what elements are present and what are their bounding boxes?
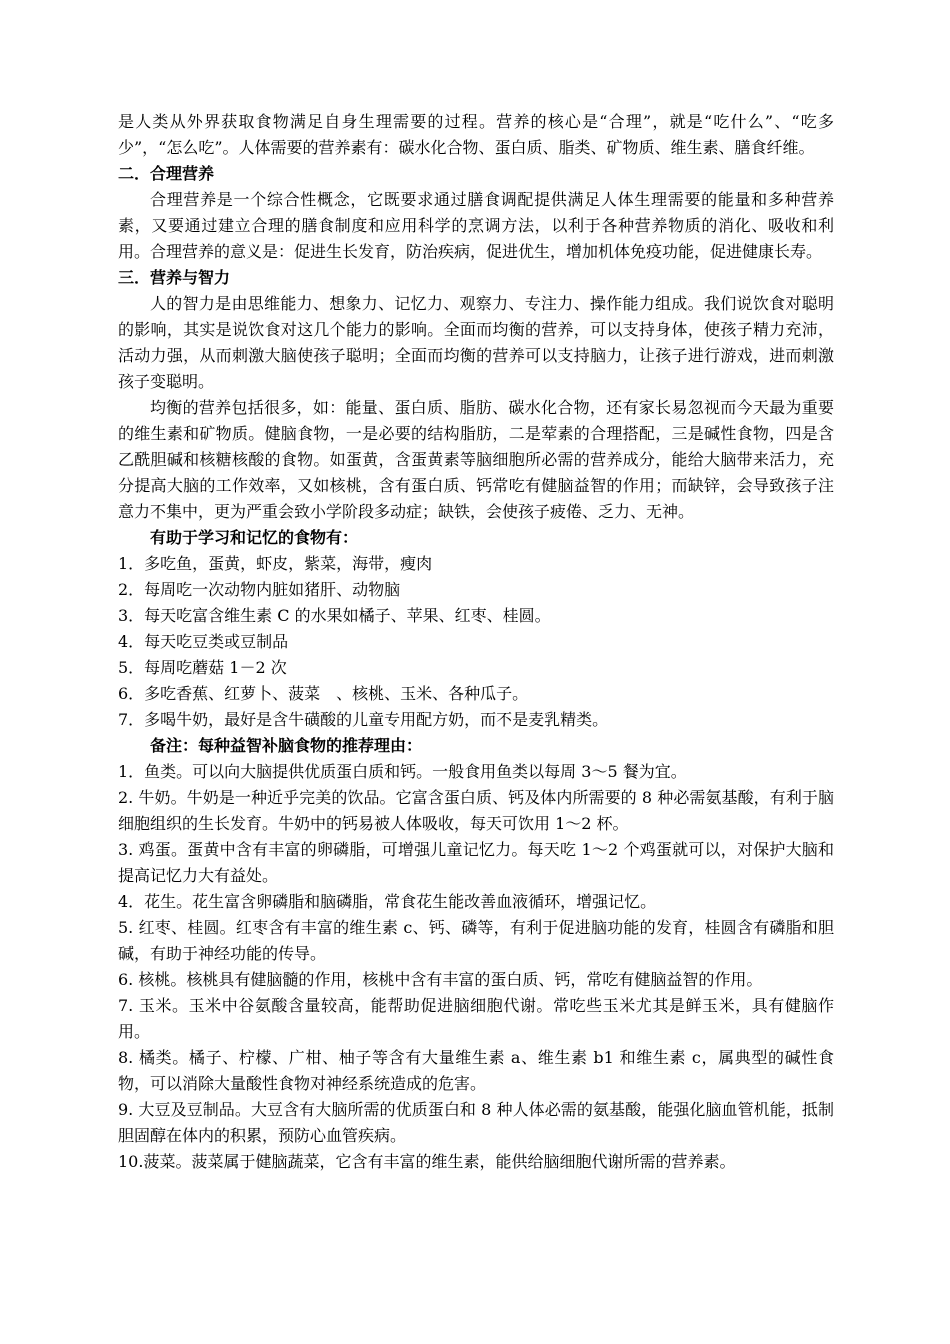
list-item: 4．花生。花生富含卵磷脂和脑磷脂，常食花生能改善血液循环，增强记忆。	[118, 892, 657, 911]
list-item: 3. 鸡蛋。蛋黄中含有丰富的卵磷脂，可增强儿童记忆力。每天吃 1～2 个鸡蛋就可以，对保护大脑和提高记忆力大有益处。	[118, 840, 834, 885]
list-item: 7．多喝牛奶，最好是含牛磺酸的儿童专用配方奶，而不是麦乳精类。	[118, 710, 609, 729]
list-item: 10.菠菜。菠菜属于健脑蔬菜，它含有丰富的维生素，能供给脑细胞代谢所需的营养素。	[118, 1152, 736, 1171]
list-item: 4．每天吃豆类或豆制品	[118, 632, 289, 651]
list-item: 9. 大豆及豆制品。大豆含有大脑所需的优质蛋白和 8 种人体必需的氨基酸，能强化脑血管机能，抵制胆固醇在体内的积累，预防心血管疾病。	[118, 1100, 834, 1145]
section-heading-nutrition-intelligence: 三．营养与智力	[118, 268, 231, 287]
list-item: 1．多吃鱼，蛋黄，虾皮，紫菜，海带，瘦肉	[118, 554, 433, 573]
balanced-nutrition-paragraph: 均衡的营养包括很多，如：能量、蛋白质、脂肪、碳水化合物，还有家长易忽视而今天最为重要的维生素和矿物质。健脑食物，一是必要的结构脂肪，二是荤素的合理搭配，三是碱性食物，四是含乙酰胆碱和核糖核酸的食物。如蛋黄，含蛋黄素等脑细胞所必需的营养成分，能给大脑带来活力，充分提高大脑的工作效率，又如核桃，含有蛋白质、钙常吃有健脑益智的作用；而缺锌，会导致孩子注意力不集中，更为严重会致小学阶段多动症；缺铁，会使孩子疲倦、乏力、无神。	[118, 398, 834, 521]
intro-paragraph: 是人类从外界获取食物满足自身生理需要的过程。营养的核心是“合理”，就是“吃什么”、“吃多少”，“怎么吃”。人体需要的营养素有：碳水化合物、蛋白质、脂类、矿物质、维生素、膳食纤维。	[118, 112, 834, 157]
list-item: 7. 玉米。玉米中谷氨酸含量较高，能帮助促进脑细胞代谢。常吃些玉米尤其是鲜玉米，具有健脑作用。	[118, 996, 834, 1041]
list-item: 2. 牛奶。牛奶是一种近乎完美的饮品。它富含蛋白质、钙及体内所需要的 8 种必需氨基酸，有利于脑细胞组织的生长发育。牛奶中的钙易被人体吸收，每天可饮用 1～2 杯。	[118, 788, 834, 833]
list-item: 6. 核桃。核桃具有健脑髓的作用，核桃中含有丰富的蛋白质、钙，常吃有健脑益智的作用。	[118, 970, 763, 989]
list-item: 5. 红枣、桂圆。红枣含有丰富的维生素 c、钙、磷等，有利于促进脑功能的发育，桂圆含有磷脂和胆碱，有助于神经功能的传导。	[118, 918, 834, 963]
document-page	[118, 109, 834, 1175]
list-item: 5．每周吃蘑菇 1－2 次	[118, 658, 287, 677]
list-item: 2．每周吃一次动物内脏如猪肝、动物脑	[118, 580, 401, 599]
list-item: 1．鱼类。可以向大脑提供优质蛋白质和钙。一般食用鱼类以每周 3～5 餐为宜。	[118, 762, 687, 781]
foods-list	[118, 551, 834, 733]
list-item: 3．每天吃富含维生素 C 的水果如橘子、苹果、红枣、桂圆。	[118, 606, 551, 625]
notes-list	[118, 759, 834, 1175]
intelligence-paragraph: 人的智力是由思维能力、想象力、记忆力、观察力、专注力、操作能力组成。我们说饮食对聪明的影响，其实是说饮食对这几个能力的影响。全面而均衡的营养，可以支持身体，使孩子精力充沛，活动力强，从而刺激大脑使孩子聪明；全面而均衡的营养可以支持脑力，让孩子进行游戏，进而刺激孩子变聪明。	[118, 294, 834, 391]
section-heading-reasonable-nutrition: 二．合理营养	[118, 164, 215, 183]
reasonable-nutrition-paragraph: 合理营养是一个综合性概念，它既要求通过膳食调配提供满足人体生理需要的能量和多种营养素，又要通过建立合理的膳食制度和应用科学的烹调方法，以利于各种营养物质的消化、吸收和利用。合理营养的意义是：促进生长发育，防治疾病，促进优生，增加机体免疫功能，促进健康长寿。	[118, 190, 834, 261]
list-item: 6．多吃香蕉、红萝卜、菠菜 、核桃、玉米、各种瓜子。	[118, 684, 529, 703]
notes-heading: 备注：每种益智补脑食物的推荐理由：	[150, 736, 423, 755]
foods-list-heading: 有助于学习和记忆的食物有：	[150, 528, 359, 547]
list-item: 8. 橘类。橘子、柠檬、广柑、柚子等含有大量维生素 a、维生素 b1 和维生素 c，属典型的碱性食物，可以消除大量酸性食物对神经系统造成的危害。	[118, 1048, 834, 1093]
